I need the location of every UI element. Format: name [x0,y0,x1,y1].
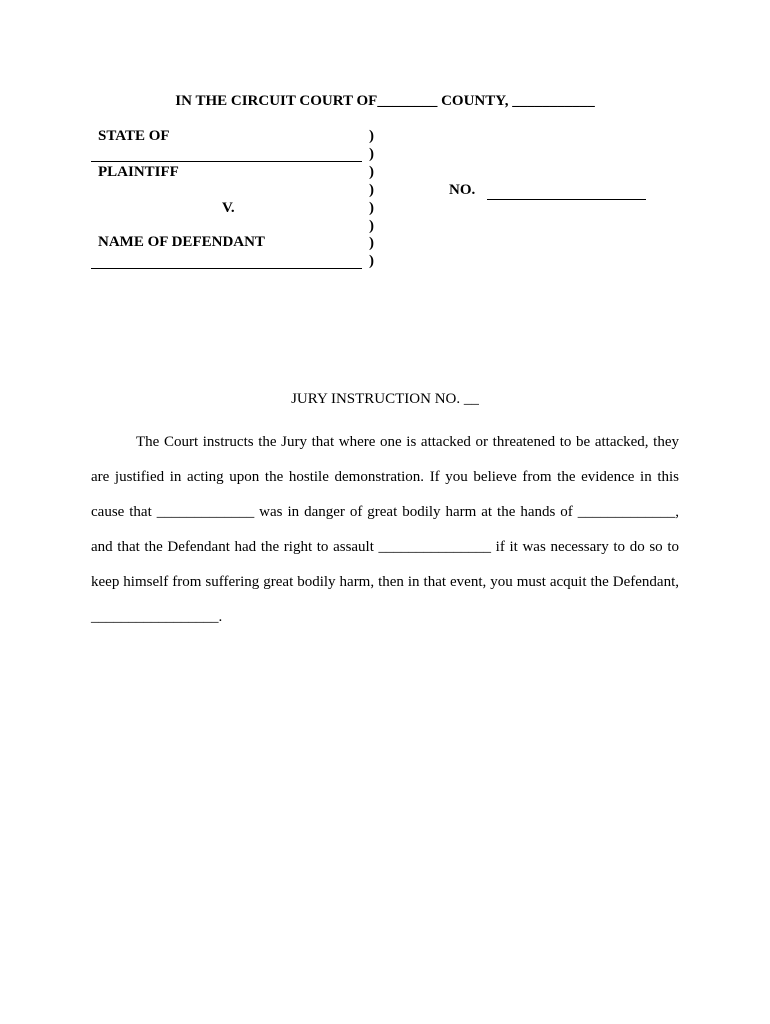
caption-paren: ) [369,218,374,234]
plaintiff-label: PLAINTIFF [98,164,179,180]
plaintiff-name-line [91,161,362,162]
defendant-label: NAME OF DEFENDANT [98,234,265,250]
instruction-title: JURY INSTRUCTION NO. __ [291,391,479,407]
instruction-paragraph: The Court instructs the Jury that where one is attacked or threatened to be attacked, they are justified in acting upon the hostile demonstration. If you believe from the evidence in this cause that _____________ was in danger of great bodily harm at the hands of _____________, and that the Defendant had the right to assault _______________ if it was necessary to do so to keep himself from suffering great bodily harm, then in that event, you must acquit the Defendant, _________________. [91,434,679,625]
case-number-label: NO. [449,182,476,198]
caption-paren: ) [369,146,374,162]
caption-paren: ) [369,200,374,216]
caption-paren: ) [369,182,374,198]
state-of-label: STATE OF [98,128,170,144]
caption-paren: ) [369,235,374,251]
caption-paren: ) [369,128,374,144]
case-caption [91,128,651,278]
instruction-body [91,425,679,635]
case-number-line [487,199,646,200]
versus-label: V. [222,200,235,216]
caption-paren: ) [369,164,374,180]
court-header: IN THE CIRCUIT COURT OF________ COUNTY, ___________ [175,93,595,109]
caption-paren: ) [369,253,374,269]
defendant-name-line [91,268,362,269]
